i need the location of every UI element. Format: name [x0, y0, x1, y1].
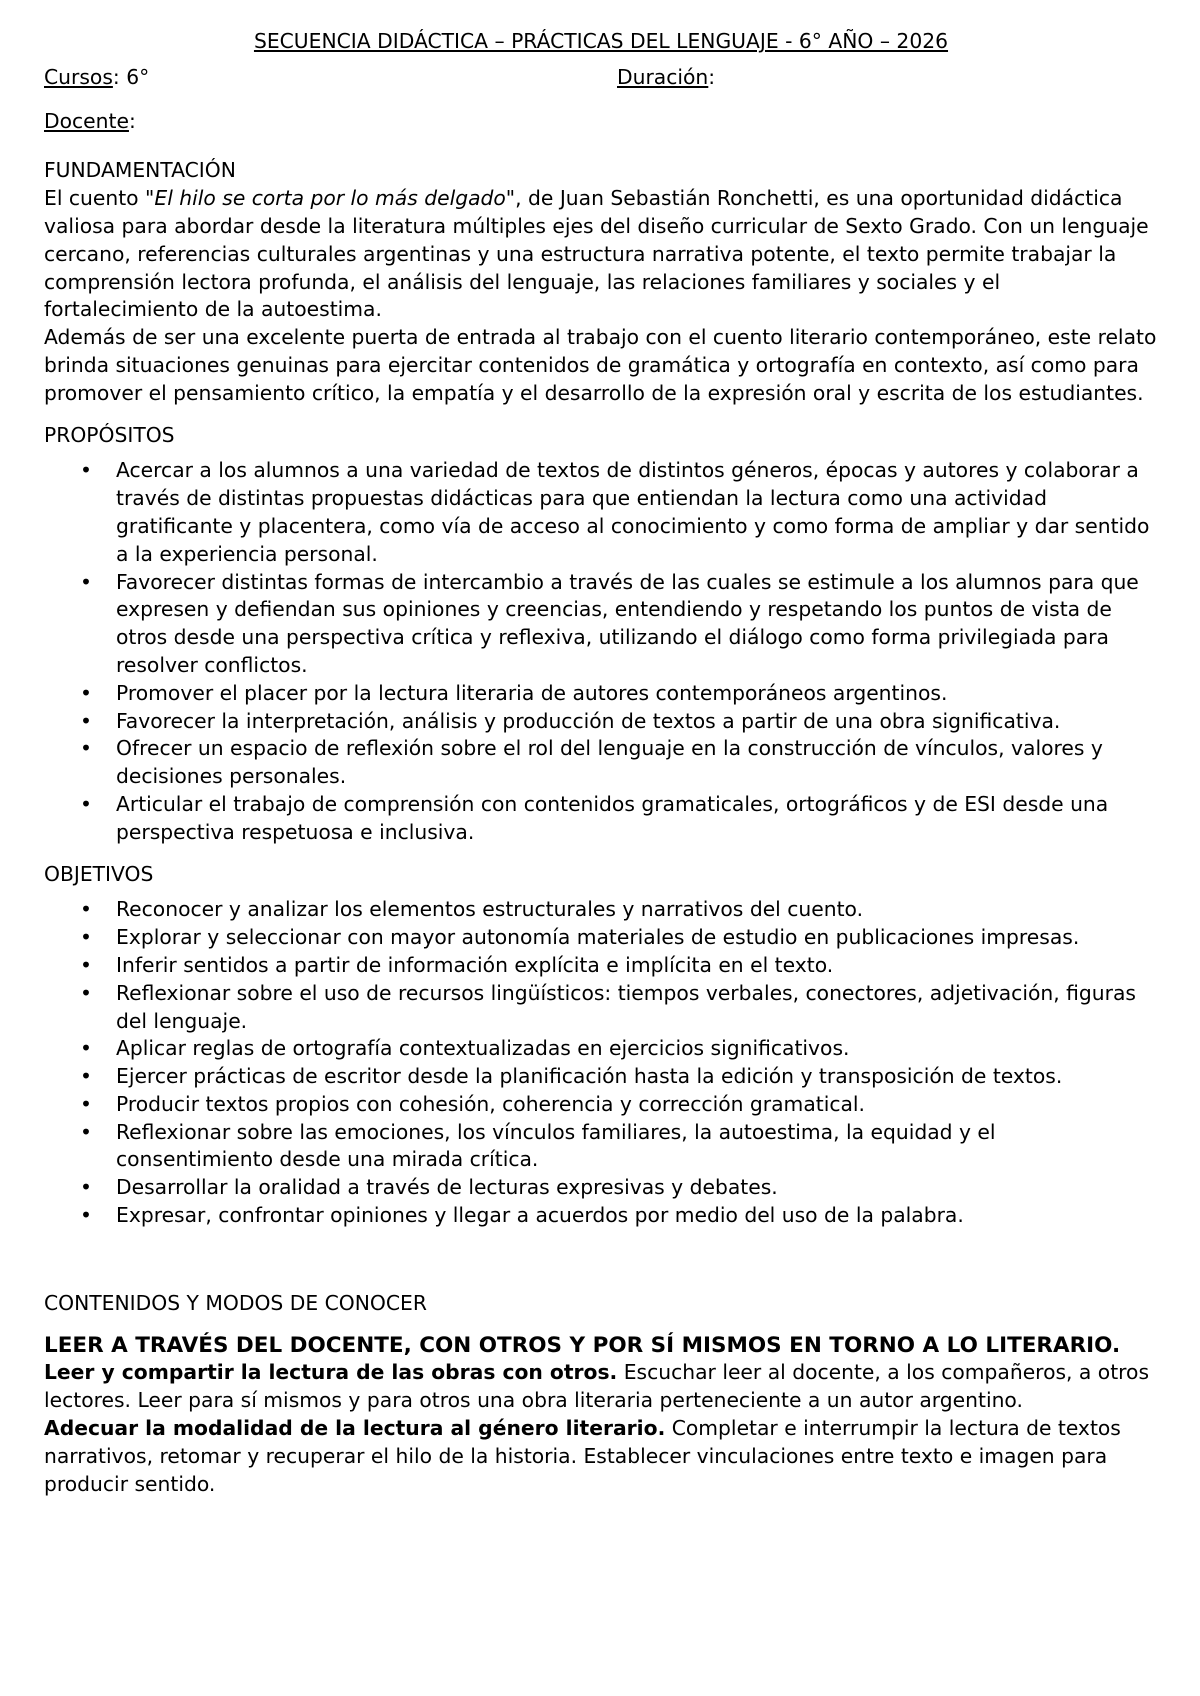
- contenidos-p2-text: Completar e interrumpir la lectura de textos narrativos, retomar y recuperar el hilo de la historia. Establecer vinculaciones entre texto e imagen para producir sentido.: [44, 1416, 1121, 1496]
- contenidos-paragraph-1: [44, 1359, 1158, 1415]
- fundamentacion-paragraph-1: [44, 185, 1158, 324]
- fundamentacion-paragraph-2: Además de ser una excelente puerta de entrada al trabajo con el cuento literario contemporáneo, este relato brinda situaciones genuinas para ejercitar contenidos de gramática y ortografía en contexto, así como para promover el pensamiento crítico, la empatía y el desarrollo de la expresión oral y escrita de los estudiantes.: [44, 325, 1157, 405]
- fundamentacion-section: [44, 157, 1158, 407]
- docente-field: Docente:: [44, 108, 136, 133]
- fund-p1-before: El cuento ": [44, 186, 155, 211]
- contenidos-p2-bold: Adecuar la modalidad de la lectura al género literario.: [44, 1416, 666, 1441]
- propositos-list: [44, 457, 1158, 846]
- fundamentacion-heading: FUNDAMENTACIÓN: [44, 158, 236, 183]
- list-item: • Reflexionar sobre las emociones, los vínculos familiares, la autoestima, la equidad y el consentimiento desde una mirada crítica.: [116, 1119, 1158, 1175]
- list-item: • Articular el trabajo de comprensión con contenidos gramaticales, ortográficos y de ESI desde una perspectiva respetuosa e inclusiva.: [116, 791, 1158, 847]
- contenidos-section: [44, 1290, 1158, 1499]
- story-title: El hilo se corta por lo más delgado: [154, 186, 506, 211]
- cursos-field: Cursos: 6°: [44, 64, 150, 89]
- list-item: • Aplicar reglas de ortografía contextualizadas en ejercicios significativos.: [116, 1035, 1158, 1063]
- duracion-label: Duración: [617, 64, 709, 89]
- contenidos-subheading: LEER A TRAVÉS DEL DOCENTE, CON OTROS Y POR SÍ MISMOS EN TORNO A LO LITERARIO.: [44, 1332, 1121, 1358]
- list-item: • Promover el placer por la lectura literaria de autores contemporáneos argentinos.: [116, 680, 1158, 708]
- duracion-field: Duración:: [617, 64, 716, 89]
- list-item: • Ejercer prácticas de escritor desde la planificación hasta la edición y transposición de textos.: [116, 1063, 1158, 1091]
- list-item: • Reconocer y analizar los elementos estructurales y narrativos del cuento.: [116, 896, 1158, 924]
- propositos-heading: PROPÓSITOS: [44, 422, 175, 447]
- contenidos-p1-bold: Leer y compartir la lectura de las obras con otros.: [44, 1360, 618, 1385]
- list-item: • Expresar, confrontar opiniones y llegar a acuerdos por medio del uso de la palabra.: [116, 1202, 1158, 1230]
- propositos-section: [44, 422, 1158, 847]
- document-title: SECUENCIA DIDÁCTICA – PRÁCTICAS DEL LENGUAJE - 6° AÑO – 2026: [253, 29, 949, 53]
- objetivos-list: [44, 896, 1158, 1230]
- list-item: • Explorar y seleccionar con mayor autonomía materiales de estudio en publicaciones impresas.: [116, 924, 1158, 952]
- list-item: • Producir textos propios con cohesión, coherencia y corrección gramatical.: [116, 1091, 1158, 1119]
- list-item: • Desarrollar la oralidad a través de lecturas expresivas y debates.: [116, 1174, 1158, 1202]
- cursos-label: Cursos: [44, 64, 113, 89]
- list-item: • Favorecer la interpretación, análisis y producción de textos a partir de una obra significativa.: [116, 708, 1158, 736]
- docente-label: Docente: [44, 108, 129, 133]
- list-item: • Ofrecer un espacio de reflexión sobre el rol del lenguaje en la construcción de vínculos, valores y decisiones personales.: [116, 735, 1158, 791]
- contenidos-paragraph-2: [44, 1415, 1158, 1498]
- meta-row: [44, 64, 1158, 92]
- contenidos-p1-text: Escuchar leer al docente, a los compañeros, a otros lectores. Leer para sí mismos y para otros una obra literaria perteneciente a un autor argentino.: [44, 1360, 1150, 1413]
- fund-p1-after: ", de Juan Sebastián Ronchetti, es una oportunidad didáctica valiosa para abordar desde la literatura múltiples ejes del diseño curricular de Sexto Grado. Con un lenguaje cercano, referencias culturales argentinas y una estructura narrativa potente, el texto permite trabajar la comprensión lectora profunda, el análisis del lenguaje, las relaciones familiares y sociales y el fortalecimiento de la autoestima.: [44, 186, 1149, 322]
- list-item: • Acercar a los alumnos a una variedad de textos de distintos géneros, épocas y autores y colaborar a través de distintas propuestas didácticas para que entiendan la lectura como una actividad gratificante y placentera, como vía de acceso al conocimiento y como forma de ampliar y dar sentido a la experiencia personal.: [116, 457, 1158, 568]
- objetivos-heading: OBJETIVOS: [44, 861, 154, 886]
- contenidos-heading: CONTENIDOS Y MODOS DE CONOCER: [44, 1290, 427, 1315]
- list-item: • Reflexionar sobre el uso de recursos lingüísticos: tiempos verbales, conectores, adjetivación, figuras del lenguaje.: [116, 980, 1158, 1036]
- cursos-value: 6°: [119, 64, 150, 89]
- objetivos-section: [44, 861, 1158, 1230]
- list-item: • Favorecer distintas formas de intercambio a través de las cuales se estimule a los alumnos para que expresen y defiendan sus opiniones y creencias, entendiendo y respetando los puntos de vista de otros desde una perspectiva crítica y reflexiva, utilizando el diálogo como forma privilegiada para resolver conflictos.: [116, 569, 1158, 680]
- list-item: • Inferir sentidos a partir de información explícita e implícita en el texto.: [116, 952, 1158, 980]
